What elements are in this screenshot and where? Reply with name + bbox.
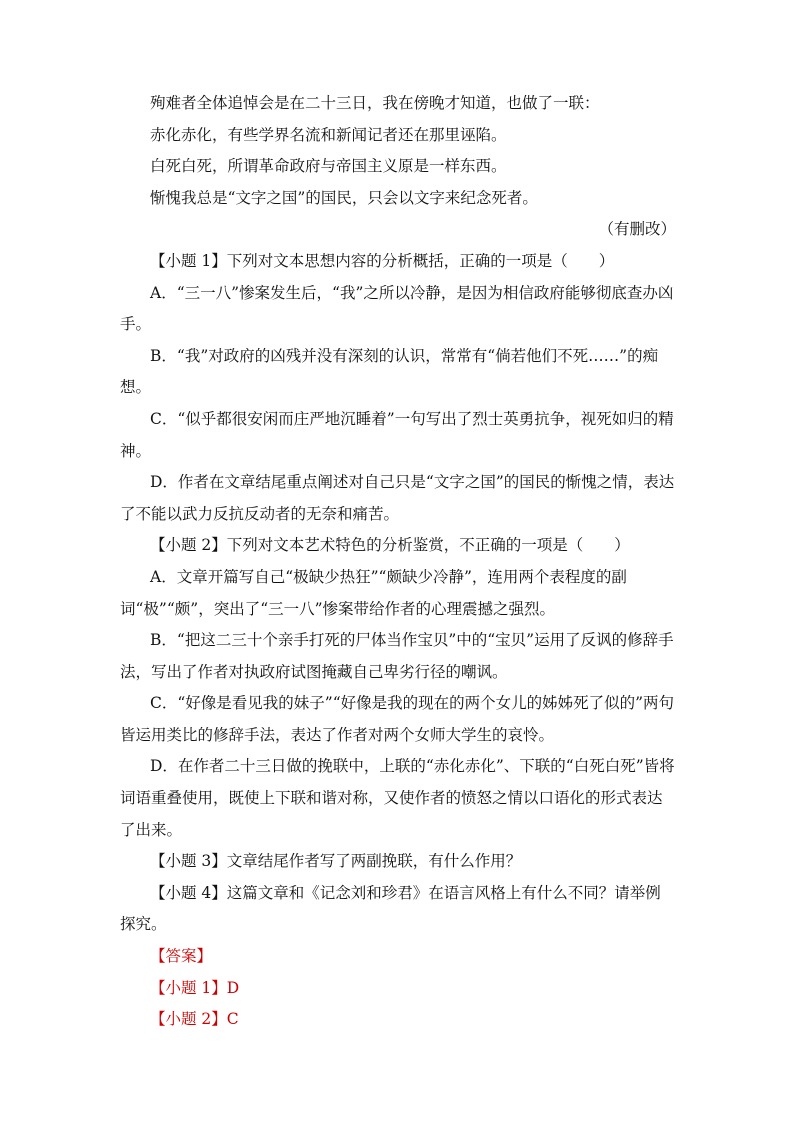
question-1-option-c: C．“似乎都很安闲而庄严地沉睡着”一句写出了烈士英勇抗争，视死如归的精神。 — [120, 409, 674, 460]
question-2-option-c: C．“好像是看见我的妹子”“好像是我的现在的两个女儿的姊姊死了似的”两句皆运用类比的修辞手法，表达了作者对两个女师大学生的哀怜。 — [120, 694, 675, 744]
poem-line-4: 惭愧我总是“文字之国”的国民，只会以文字来纪念死者。 — [150, 188, 538, 207]
question-1-option-d: D．作者在文章结尾重点阐述对自己只是“文字之国”的国民的惭愧之情，表达了不能以武力反抗反动者的无奈和痛苦。 — [120, 473, 675, 523]
document-page — [120, 88, 676, 1036]
question-2-option-d: D．在作者二十三日做的挽联中，上联的“赤化赤化”、下联的“白死白死”皆将词语重叠使用，既使上下联和谐对称，又使作者的愤怒之情以口语化的形式表达了出来。 — [120, 757, 675, 839]
answer-2-label: 【小题 2】 — [150, 1010, 227, 1029]
question-4-stem: 【小题 4】这篇文章和《记念刘和珍君》在语言风格上有什么不同？请举例探究。 — [120, 883, 661, 934]
revision-note: （有删改） — [598, 220, 676, 239]
answer-2-value: C — [226, 1010, 239, 1029]
question-2-stem: 【小题 2】下列对文本艺术特色的分析鉴赏，不正确的一项是（ ） — [150, 536, 630, 555]
question-2-option-b: B．“把这二三十个亲手打死的尸体当作宝贝”中的“宝贝”运用了反讽的修辞手法，写出了作者对执政府试图掩藏自己卑劣行径的嘲讽。 — [120, 631, 674, 681]
answer-1-label: 【小题 1】 — [150, 978, 227, 997]
question-2-option-a: A．文章开篇写自己“极缺少热狂”“颇缺少冷静”，连用两个表程度的副词“极”“颇”，突出了“三一八”惨案带给作者的心理震撼之强烈。 — [120, 567, 627, 618]
question-1-stem: 【小题 1】下列对文本思想内容的分析概括，正确的一项是（ ） — [150, 251, 615, 270]
question-3-stem: 【小题 3】文章结尾作者写了两副挽联，有什么作用？ — [150, 852, 522, 871]
answer-2 — [120, 1004, 676, 1036]
answer-heading: 【答案】 — [150, 947, 213, 966]
poem-line-2: 赤化赤化，有些学界名流和新闻记者还在那里诬陷。 — [150, 125, 507, 144]
answer-1-value: D — [226, 978, 240, 997]
question-1-option-b: B．“我”对政府的凶残并没有深刻的认识，常常有“倘若他们不死……”的痴想。 — [120, 346, 659, 397]
answer-1 — [120, 973, 676, 1005]
question-1-option-a: A．“三一八”惨案发生后，“我”之所以冷静，是因为相信政府能够彻底查办凶手。 — [120, 283, 674, 334]
poem-line-3: 白死白死，所谓革命政府与帝国主义原是一样东西。 — [150, 157, 507, 176]
poem-line-1: 殉难者全体追悼会是在二十三日，我在傍晚才知道，也做了一联： — [150, 94, 600, 112]
